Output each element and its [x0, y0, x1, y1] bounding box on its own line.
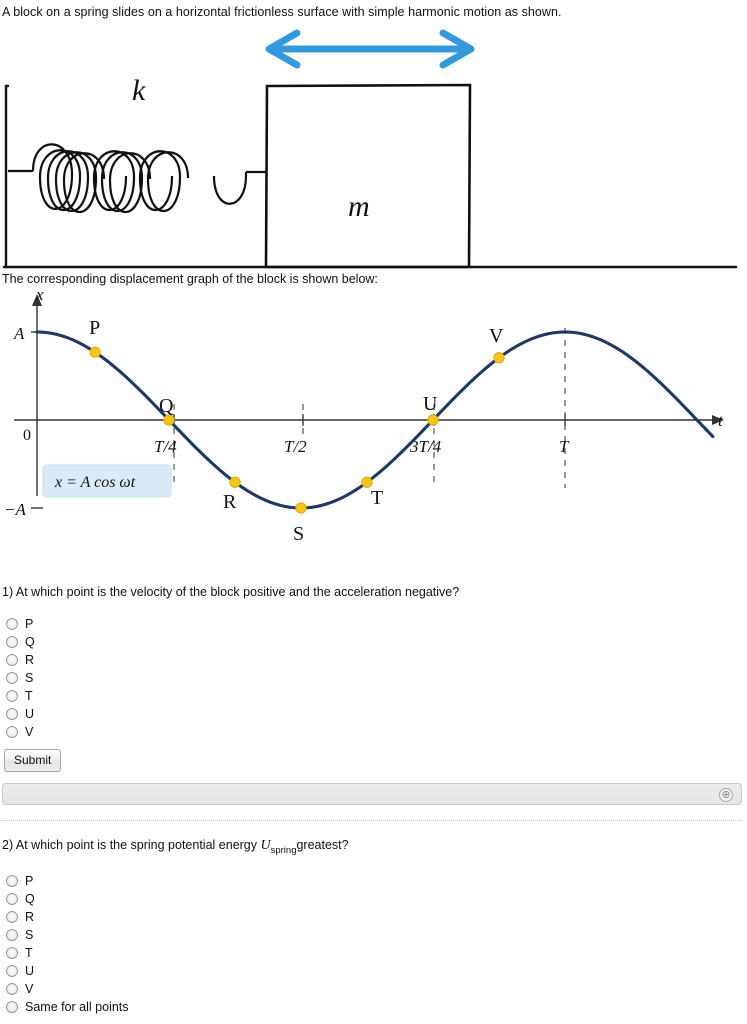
motion-arrow — [269, 33, 471, 65]
question-1-text: 1) At which point is the velocity of the block positive and the acceleration negative? — [2, 585, 460, 599]
marker-point-u — [428, 415, 438, 425]
expand-icon[interactable]: ⊕ — [719, 788, 733, 802]
radio-button[interactable] — [6, 929, 18, 941]
block-rect — [266, 85, 470, 267]
marker-point-r — [230, 477, 240, 487]
radio-button[interactable] — [6, 726, 18, 738]
intro-text: A block on a spring slides on a horizontal frictionless surface with simple harmonic motion as shown. — [2, 5, 562, 19]
marker-label-s: S — [293, 523, 305, 545]
radio-button[interactable] — [6, 672, 18, 684]
choice-label: V — [25, 981, 34, 996]
origin-label: 0 — [23, 427, 31, 444]
choice-2-r[interactable] — [2, 908, 744, 926]
choice-1-v[interactable] — [2, 723, 744, 741]
radio-button[interactable] — [6, 690, 18, 702]
choice-1-s[interactable] — [2, 669, 744, 687]
choice-label: S — [25, 671, 34, 685]
section-divider — [2, 820, 742, 821]
answer-input-bar[interactable] — [2, 783, 742, 805]
marker-label-t: T — [371, 487, 384, 510]
marker-label-v: V — [489, 324, 504, 347]
choice-2-q[interactable] — [2, 890, 744, 908]
choice-2-s[interactable] — [2, 926, 744, 944]
choice-1-q[interactable] — [2, 633, 744, 651]
choice-label: V — [25, 725, 34, 739]
x-axis-label: t — [718, 411, 723, 430]
question-2-symbol: $U_{spring}$ — [260, 838, 297, 856]
question-2 — [2, 838, 744, 1016]
radio-button[interactable] — [6, 708, 18, 720]
equation-text: x = A cos ωt — [55, 474, 136, 491]
question-2-suffix: greatest? — [296, 838, 349, 852]
marker-point-v — [494, 353, 504, 363]
question-2-choices — [2, 872, 744, 1016]
radio-button[interactable] — [6, 618, 18, 630]
radio-button[interactable] — [6, 893, 18, 905]
radio-button[interactable] — [6, 654, 18, 666]
choice-label: R — [25, 909, 35, 924]
radio-button[interactable] — [6, 983, 18, 995]
spring-block-figure — [0, 24, 740, 269]
choice-1-p[interactable] — [2, 615, 744, 633]
radio-button[interactable] — [6, 1001, 18, 1013]
choice-2-u[interactable] — [2, 962, 744, 980]
marker-label-p: P — [89, 317, 101, 340]
choice-label: R — [25, 653, 35, 667]
x-tick-label-2: T/2 — [284, 437, 307, 456]
choice-label: P — [25, 873, 34, 888]
choice-2-v[interactable] — [2, 980, 744, 998]
choice-label: Q — [25, 891, 35, 906]
choice-label: U — [25, 707, 35, 721]
y-tick-label-A: A — [14, 324, 25, 343]
marker-label-u: U — [423, 393, 438, 415]
choice-1-t[interactable] — [2, 687, 744, 705]
radio-button[interactable] — [6, 947, 18, 959]
choice-2-p[interactable] — [2, 872, 744, 890]
choice-label: T — [25, 945, 33, 960]
x-tick-label-4: T — [559, 437, 569, 456]
choice-2-t[interactable] — [2, 944, 744, 962]
submit-button-1[interactable]: Submit — [4, 749, 61, 772]
displacement-graph — [0, 285, 740, 545]
spring-constant-label: k — [132, 74, 146, 107]
radio-button[interactable] — [6, 636, 18, 648]
choice-label: T — [25, 689, 33, 703]
y-tick-label-minus-A: −A — [4, 500, 26, 519]
radio-button[interactable] — [6, 965, 18, 977]
question-1-choices — [2, 615, 744, 741]
graph-caption: The corresponding displacement graph of the block is shown below: — [2, 272, 378, 286]
question-1 — [2, 585, 744, 772]
mass-label: m — [348, 190, 370, 223]
radio-button[interactable] — [6, 875, 18, 887]
choice-1-r[interactable] — [2, 651, 744, 669]
marker-label-q: Q — [159, 395, 174, 417]
choice-label: Q — [25, 635, 35, 649]
choice-2-same-for-all-points[interactable] — [2, 998, 744, 1016]
choice-1-u[interactable] — [2, 705, 744, 723]
equation-box — [43, 465, 171, 497]
choice-label: Same for all points — [25, 999, 129, 1014]
marker-point-p — [90, 347, 100, 357]
x-tick-label-3: 3T/4 — [410, 437, 442, 456]
question-2-text — [2, 838, 744, 856]
x-tick-label-1: T/4 — [154, 437, 177, 456]
marked-points-group — [89, 317, 504, 545]
choice-label: S — [25, 927, 34, 942]
question-2-prefix: 2) At which point is the spring potential energy — [2, 838, 261, 852]
choice-label: P — [25, 617, 34, 631]
marker-point-t — [362, 477, 372, 487]
choice-label: U — [25, 963, 35, 978]
marker-point-s — [296, 503, 306, 513]
radio-button[interactable] — [6, 911, 18, 923]
marker-label-r: R — [223, 491, 237, 514]
y-axis-label: x — [36, 285, 44, 304]
